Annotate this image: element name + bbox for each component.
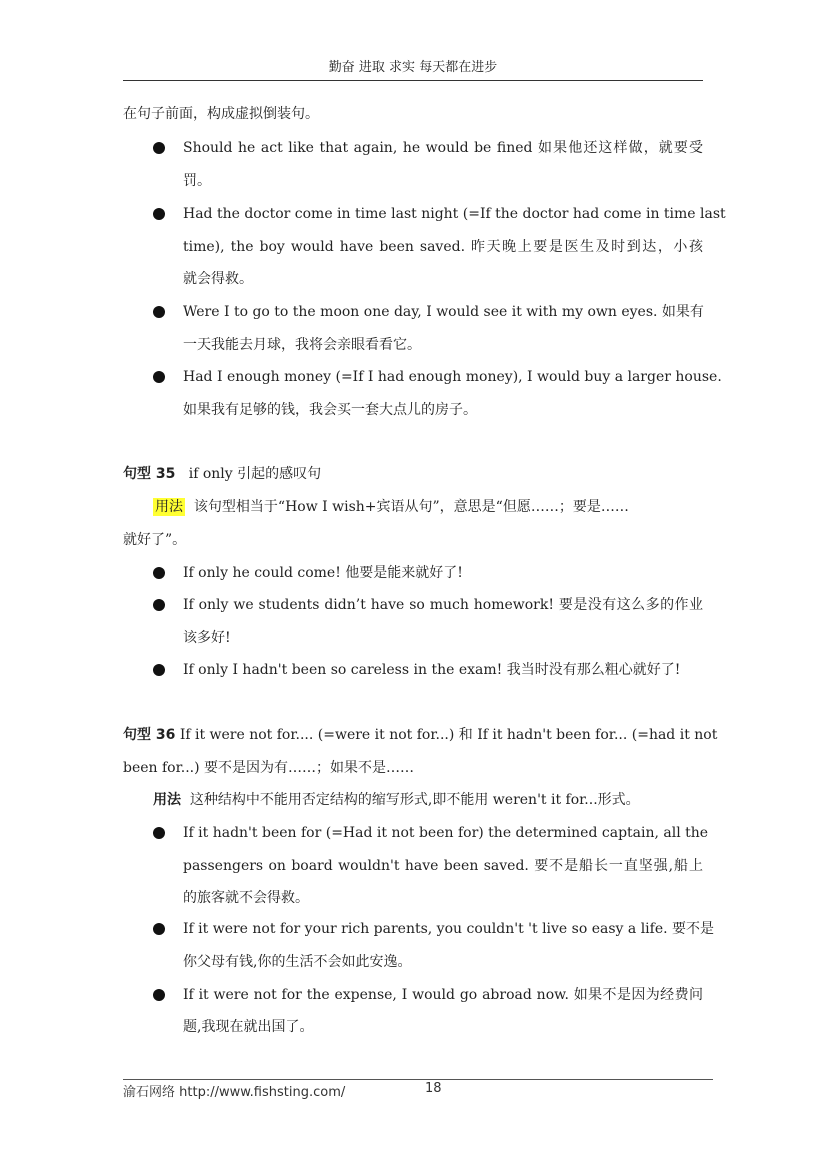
intro-line: 在句子前面，构成虚拟倒装句。 [123,106,319,122]
bullet-icon [153,923,165,935]
bullet-line: If it hadn't been for (=Had it not been for) the determined captain, all the [183,825,709,841]
bullet-icon [153,664,165,676]
usage-text: 该句型相当于“How I wish+宾语从句”，意思是“但愿……；要是…… [193,499,629,515]
bullet-line: Had I enough money (=If I had enough money), I would buy a larger house. [183,369,722,385]
section-label: 句型 36 [123,727,176,743]
usage-text: 这种结构中不能用否定结构的缩写形式,即不能用 weren't it for...形式。 [189,792,640,808]
bullet-line: 题,我现在就出国了。 [183,1019,314,1035]
section-label: 句型 35 [123,466,176,482]
section-36-heading-cont: been for...) 要不是因为有……；如果不是…… [123,760,415,776]
bullet-line: Should he act like that again, he would be fined 如果他还这样做，就要受 [183,140,703,156]
section-36-heading [123,725,718,745]
section-35-heading [123,464,321,484]
section-title: if only 引起的感叹句 [188,466,322,482]
usage-label-highlight: 用法 [155,499,183,515]
bullet-line: 你父母有钱,你的生活不会如此安逸。 [183,954,412,970]
bullet-line: passengers on board wouldn't have been saved. 要不是船长一直坚强,船上 [183,858,703,874]
bullet-line: 如果我有足够的钱，我会买一套大点儿的房子。 [183,402,477,418]
bullet-icon [153,306,165,318]
bullet-line: 就会得救。 [183,271,253,287]
bullet-line: Were I to go to the moon one day, I would see it with my own eyes. 如果有 [183,304,704,320]
section-35-usage [153,497,703,517]
bullet-line: 该多好! [183,630,231,646]
bullet-line: time), the boy would have been saved. 昨天晚上要是医生及时到达，小孩 [183,239,703,255]
page-number: 18 [425,1081,442,1096]
bullet-line: If only I hadn't been so careless in the exam! 我当时没有那么粗心就好了! [183,662,681,678]
bullet-icon [153,989,165,1001]
bullet-icon [153,827,165,839]
section-title: If it were not for.... (=were it not for...) 和 If it hadn't been for... (=had it not [179,727,718,743]
bullet-icon [153,208,165,220]
bullet-line: 的旅客就不会得救。 [183,890,309,906]
section-36-usage [153,790,640,810]
bullet-line: 一天我能去月球，我将会亲眼看看它。 [183,337,421,353]
bullet-icon [153,567,165,579]
bullet-line: If only he could come! 他要是能来就好了! [183,565,463,581]
bullet-line: 罚。 [183,173,211,189]
bullet-line: Had the doctor come in time last night (=If the doctor had come in time last [183,206,726,222]
bullet-line: If it were not for the expense, I would go abroad now. 如果不是因为经费问 [183,987,703,1003]
bullet-icon [153,599,165,611]
footer-rule [123,1079,713,1080]
bullet-line: If only we students didn’t have so much homework! 要是没有这么多的作业 [183,597,703,613]
footer-site: 渝石网络 http://www.fishsting.com/ [123,1085,346,1100]
bullet-icon [153,142,165,154]
usage-label: 用法 [153,792,181,808]
bullet-line: If it were not for your rich parents, you couldn't 't live so easy a life. 要不是 [183,921,715,937]
page-header: 勤奋 进取 求实 每天都在进步 [123,58,703,81]
bullet-icon [153,371,165,383]
usage-text-cont: 就好了”。 [123,532,187,548]
